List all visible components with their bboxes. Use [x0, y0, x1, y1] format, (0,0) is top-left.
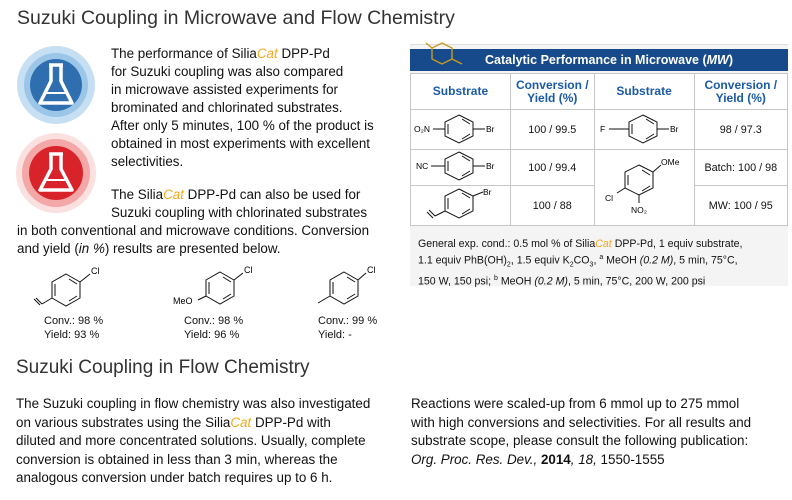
atom-label: Cl	[244, 265, 253, 275]
conversion-cell: MW: 100 / 95	[694, 186, 787, 226]
structure-2-stats: Conv.: 98 % Yield: 96 %	[184, 315, 244, 341]
header-substrate-1: Substrate	[411, 74, 511, 110]
svg-text:NO₂: NO₂	[631, 205, 648, 215]
atom-label: Cl	[91, 266, 100, 276]
flow-paragraph-left: The Suzuki coupling in flow chemistry was also investigated on various substrates using the SiliaCat DPP-Pd with diluted and more concentrated solutions. Usually, complete conversion is obtained in less than 3 min, whereas the analogous conversion under batch requires up to 6 h.	[16, 396, 371, 485]
svg-text:Cl: Cl	[605, 193, 614, 203]
performance-table	[410, 73, 788, 226]
flask-icon-blue	[16, 45, 96, 125]
atom-label: Cl	[367, 265, 376, 275]
conversion-cell: 100 / 99.5	[510, 110, 594, 150]
substrate-nitrobromobenzene	[411, 110, 511, 150]
svg-text:NC: NC	[416, 161, 429, 171]
substrate-chloronitroanisole	[594, 150, 694, 226]
substrate-bromobenzaldehyde	[411, 186, 511, 226]
flask-icon-red	[15, 132, 97, 214]
publication-reference: Org. Proc. Res. Dev., 2014, 18, 1550-1555	[411, 451, 665, 467]
page-title: Suzuki Coupling in Microwave and Flow Chemistry	[17, 7, 455, 29]
substrate-cyanobromobenzene	[411, 150, 511, 186]
conversion-cell: 100 / 99.4	[510, 150, 594, 186]
table-title: Catalytic Performance in Microwave (MW)	[410, 49, 788, 71]
structure-chlorobenzaldehyde	[28, 262, 118, 312]
cyclohexane-logo-icon	[422, 39, 466, 71]
header-conversion-1: Conversion / Yield (%)	[510, 74, 594, 110]
intro-paragraph-2: The SiliaCat DPP-Pd can also be used for Suzuki coupling with chlorinated substrates	[111, 187, 368, 220]
table-row	[411, 150, 788, 186]
flow-paragraph-right: Reactions were scaled-up from 6 mmol up to 275 mmol with high conversions and selectivities. For all results and substrate scope, please consult the following publication: Org. Proc. Res. Dev., 2014, 18, 1550-1555	[411, 395, 789, 469]
section-title-flow: Suzuki Coupling in Flow Chemistry	[16, 357, 310, 378]
structure-1-stats: Conv.: 98 % Yield: 93 %	[44, 315, 104, 341]
conversion-cell: 100 / 88	[510, 186, 594, 226]
svg-text:O₂N: O₂N	[414, 124, 431, 134]
header-conversion-2: Conversion / Yield (%)	[694, 74, 787, 110]
svg-text:F: F	[600, 124, 606, 134]
svg-text:Br: Br	[486, 124, 495, 134]
structure-3-stats: Conv.: 99 % Yield: -	[318, 315, 378, 341]
structure-chloroanisole	[170, 262, 260, 312]
intro-paragraph-2-cont: in both conventional and microwave conditions. Conversion and yield (in %) results are presented below.	[17, 223, 370, 256]
conversion-cell: Batch: 100 / 98	[694, 150, 787, 186]
conversion-cell: 98 / 97.3	[694, 110, 787, 150]
substrate-fluorobromobenzene	[594, 110, 694, 150]
table-footnote: General exp. cond.: 0.5 mol % of SiliaCat DPP-Pd, 1 equiv substrate, 1.1 equiv $PhB(OH)_2$, 1.5 equiv $K_2CO_3$, $^a$ MeOH (0.2 M), 5 min, 75°C, 150 W, 150 psi; $^b$ MeOH (0.2 M), 5 min, 75°C, 200 W, 200 psi	[418, 238, 743, 288]
svg-text:Br: Br	[486, 161, 495, 171]
atom-label: MeO	[173, 296, 193, 306]
intro-paragraph-1: The performance of SiliaCat DPP-Pd for Suzuki coupling was also compared in microwave assisted experiments for brominated and chlorinated substrates. After only 5 minutes, 100 % of the product is obtained in most experiments with excellent selectivities.	[111, 46, 374, 169]
structure-chlorotoluene	[308, 262, 388, 312]
svg-text:OMe: OMe	[661, 157, 680, 167]
svg-text:Br: Br	[483, 187, 492, 197]
svg-text:Br: Br	[670, 124, 679, 134]
microwave-performance-panel	[410, 44, 788, 286]
table-row	[411, 110, 788, 150]
header-substrate-2: Substrate	[594, 74, 694, 110]
